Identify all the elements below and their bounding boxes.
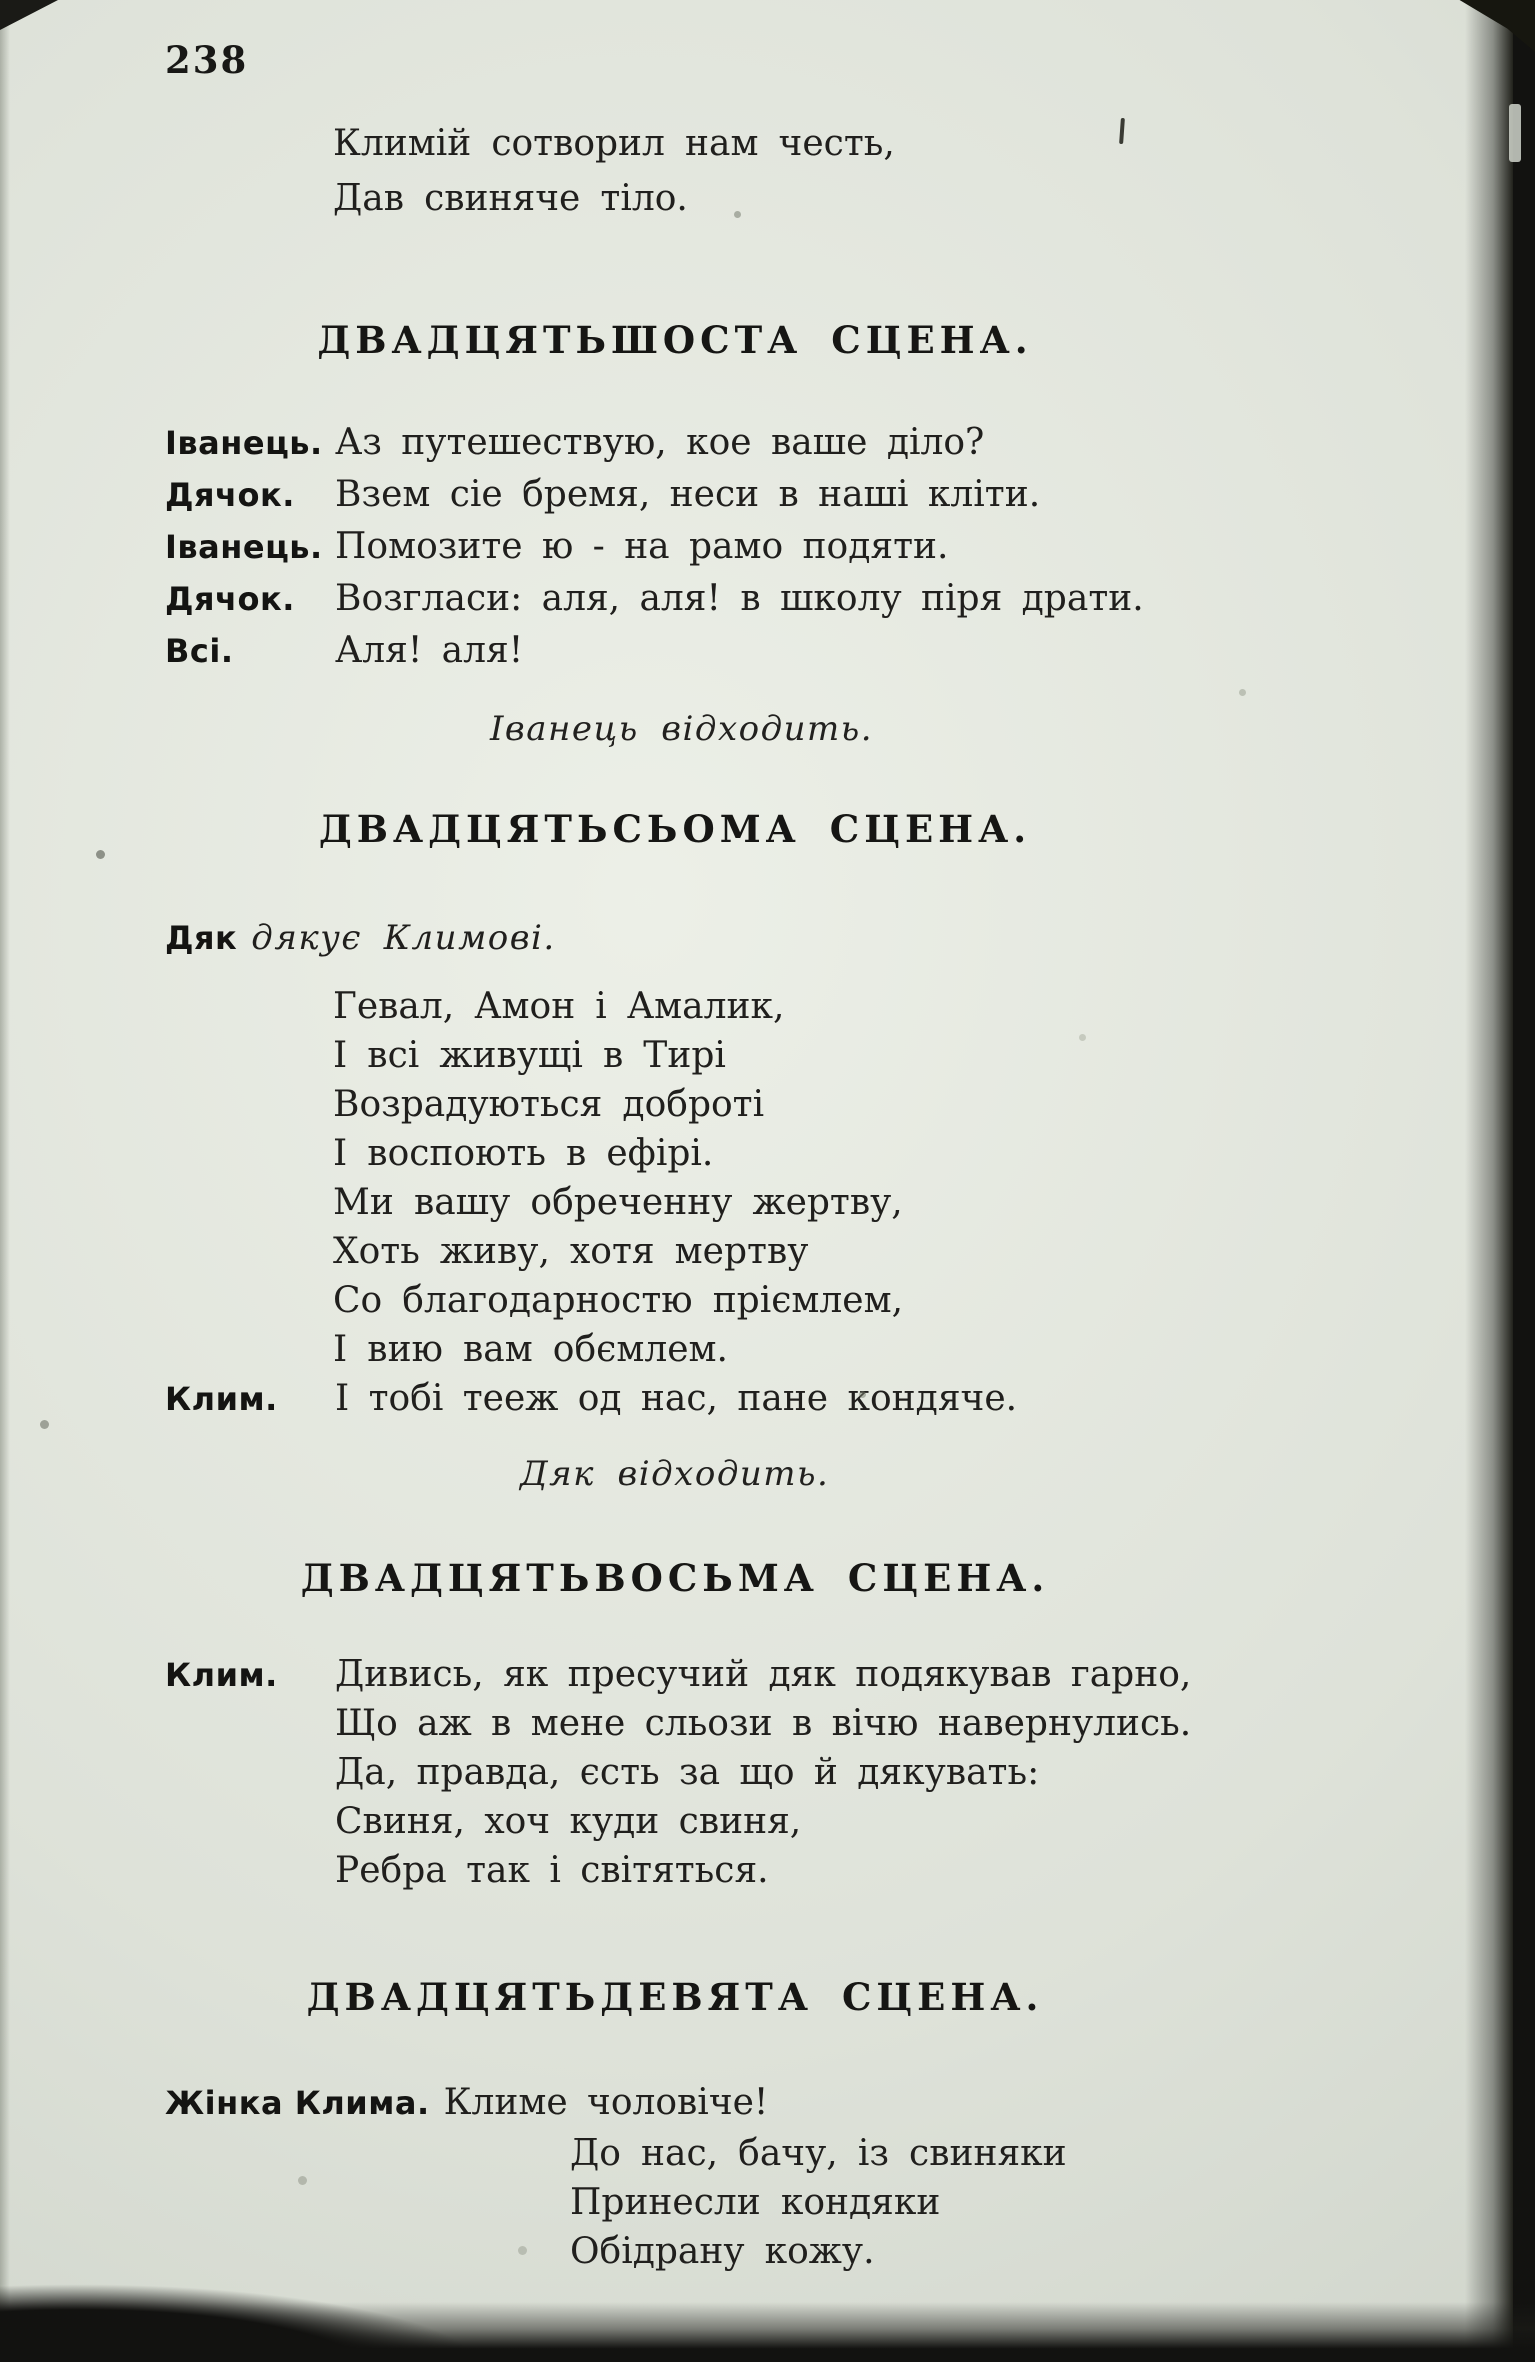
scan-edge-right bbox=[1513, 0, 1535, 2362]
dialogue-text: Взем сіе бремя, неси в наші кліти. bbox=[335, 474, 1041, 515]
verse-line: Гевал, Амон і Амалик, bbox=[333, 986, 785, 1027]
dialogue-line: Да, правда, єсть за що й дякувать: bbox=[335, 1752, 1040, 1793]
dialogue-line: Ребра так і світяться. bbox=[335, 1850, 769, 1891]
dialogue-row bbox=[165, 2077, 1415, 2129]
dialogue-text: Аля! аля! bbox=[335, 630, 524, 671]
verse-line: Дав свиняче тіло. bbox=[333, 178, 688, 219]
verse-line: Возрадуються доброті bbox=[333, 1084, 765, 1125]
page-content bbox=[165, 38, 1415, 2276]
dialogue-row bbox=[165, 573, 1415, 625]
scene-26-dialogue bbox=[165, 417, 1415, 677]
dialogue-text-block bbox=[335, 1650, 1191, 1895]
dialogue-text: Аз путешествую, кое ваше діло? bbox=[335, 422, 985, 463]
verse-line: Обідрану кожу. bbox=[570, 2231, 875, 2272]
speaker-name: Дяк bbox=[165, 919, 238, 957]
verse-line: Ми вашу обреченну жертву, bbox=[333, 1182, 903, 1223]
verse-line: До нас, бачу, із свиняки bbox=[570, 2133, 1067, 2174]
dialogue-line: Що аж в мене сльози в вічю навернулись. bbox=[335, 1703, 1192, 1744]
verse-line: Принесли кондяки bbox=[570, 2182, 941, 2223]
stage-direction: Дяк відходить. bbox=[520, 1454, 830, 1494]
verse-line: Климій сотворил нам честь, bbox=[333, 123, 895, 164]
speaker-name: Жінка Клима. bbox=[165, 2084, 430, 2122]
dialogue-text: Помозите ю - на рамо подяти. bbox=[335, 526, 949, 567]
verse-line: І всі живущі в Тирі bbox=[333, 1035, 726, 1076]
dialogue-line: Дивись, як пресучий дяк подякував гарно, bbox=[335, 1654, 1192, 1695]
opening-verse bbox=[333, 116, 1415, 226]
dialogue-row-multiline bbox=[165, 1650, 1415, 1895]
verse-line: І вию вам обємлем. bbox=[333, 1329, 728, 1370]
scene-29-verse bbox=[570, 2129, 1415, 2276]
speaker-name: Іванець. bbox=[165, 424, 323, 462]
dialogue-row bbox=[165, 469, 1415, 521]
verse-line: Со благодарностю пріємлем, bbox=[333, 1280, 904, 1321]
dialogue-row bbox=[165, 521, 1415, 573]
scan-edge-bottom-left bbox=[0, 2277, 520, 2362]
dialogue-row bbox=[165, 1374, 1415, 1424]
dialogue-row bbox=[165, 625, 1415, 677]
speaker-name: Клим. bbox=[165, 1380, 278, 1418]
dialogue-row bbox=[165, 417, 1415, 469]
dialogue-text: І тобі тееж од нас, пане кондяче. bbox=[335, 1378, 1018, 1419]
dialogue-text: Возгласи: аля, аля! в школу піря драти. bbox=[335, 578, 1144, 619]
verse-line: І воспоють в ефірі. bbox=[333, 1133, 714, 1174]
speaker-name: Клим. bbox=[165, 1656, 278, 1694]
speaker-name: Всі. bbox=[165, 632, 234, 670]
speaker-name: Іванець. bbox=[165, 528, 323, 566]
scene-26-heading: ДВАДЦЯТЬШОСТА СЦЕНА. bbox=[317, 318, 1033, 362]
scene-27-verse bbox=[333, 982, 1415, 1374]
dialogue-line: Свиня, хоч куди свиня, bbox=[335, 1801, 802, 1842]
page-number: 238 bbox=[165, 38, 249, 82]
scene-28-heading: ДВАДЦЯТЬВОСЬМА СЦЕНА. bbox=[300, 1556, 1050, 1600]
speaker-name: Дячок. bbox=[165, 476, 295, 514]
stage-direction: Іванець відходить. bbox=[490, 709, 874, 749]
scan-corner-top-left bbox=[0, 0, 58, 30]
scan-edge-left bbox=[0, 0, 10, 2362]
verse-line: Хоть живу, хотя мертву bbox=[333, 1231, 809, 1272]
speaker-with-direction bbox=[165, 913, 1415, 964]
dialogue-text: Климе чоловіче! bbox=[443, 2082, 769, 2123]
speaker-name: Дячок. bbox=[165, 580, 295, 618]
scene-29-heading: ДВАДЦЯТЬДЕВЯТА СЦЕНА. bbox=[306, 1975, 1044, 2019]
scan-edge-notch bbox=[1509, 104, 1521, 162]
inline-stage-direction: дякує Климові. bbox=[251, 918, 556, 958]
scene-27-heading: ДВАДЦЯТЬСЬОМА СЦЕНА. bbox=[318, 807, 1032, 851]
